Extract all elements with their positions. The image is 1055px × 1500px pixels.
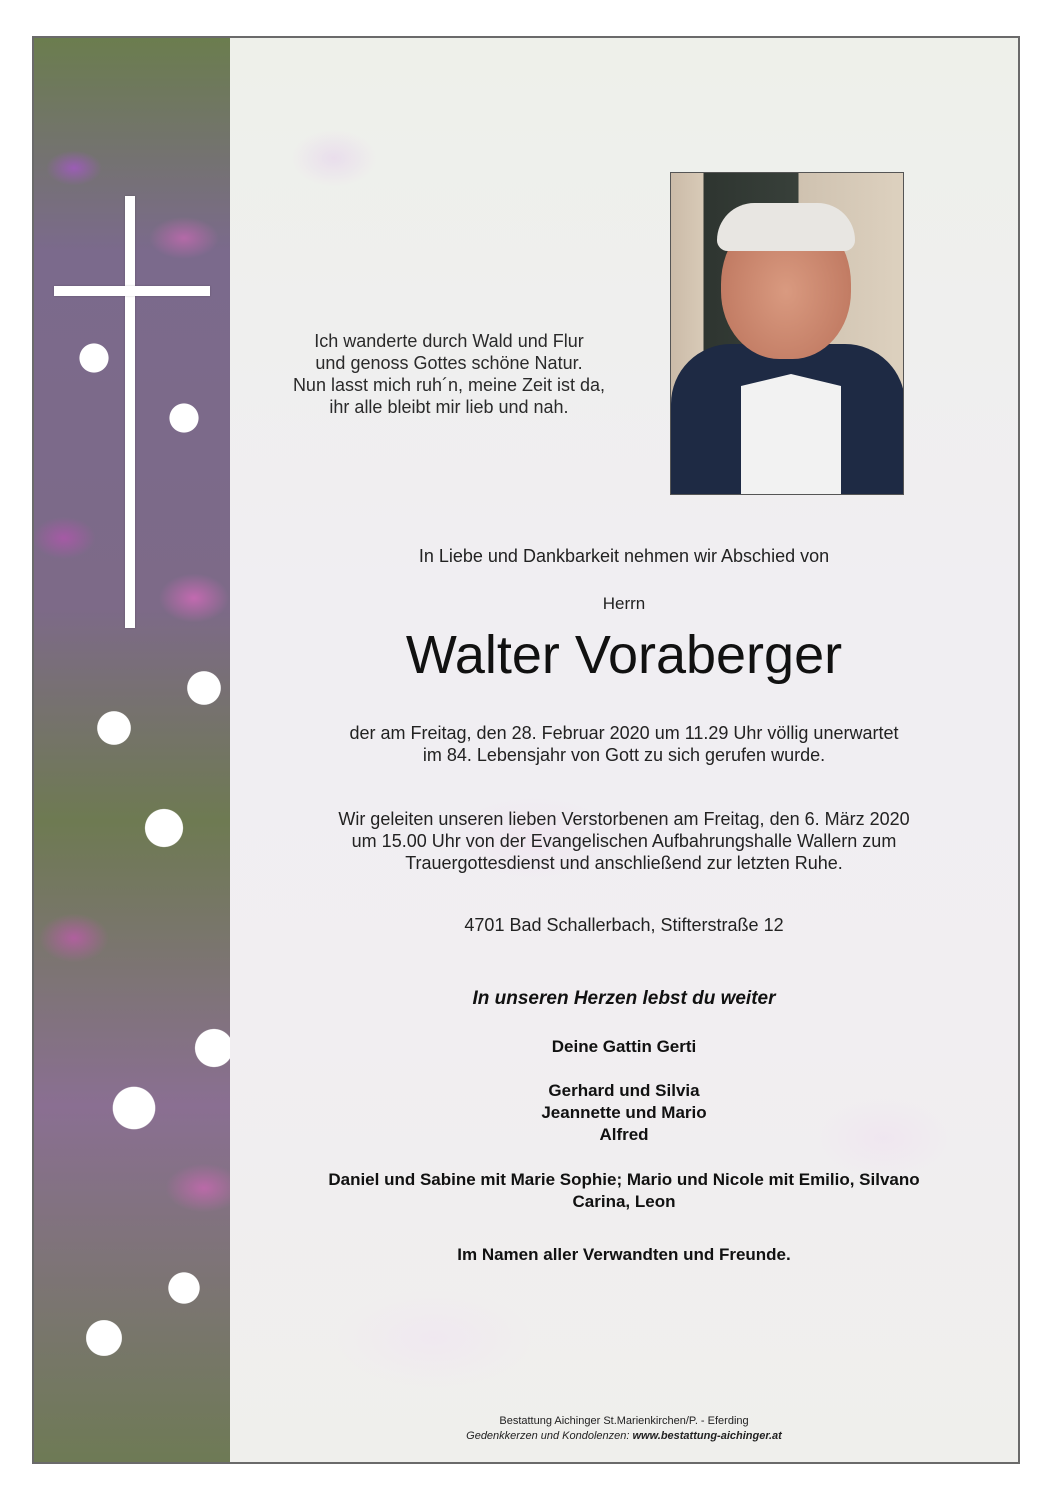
footer-url-link[interactable]: www.bestattung-aichinger.at bbox=[632, 1430, 782, 1442]
mourner-child: Gerhard und Silvia bbox=[548, 1081, 700, 1100]
mourner-grandchildren-line: Daniel und Sabine mit Marie Sophie; Mario und Nicole mit Emilio, Silvano bbox=[328, 1170, 920, 1189]
intro-text: In Liebe und Dankbarkeit nehmen wir Abschied von bbox=[418, 546, 830, 566]
cross-icon-bar bbox=[54, 286, 210, 296]
mourner-child: Jeannette und Mario bbox=[541, 1103, 707, 1122]
verse-line: Ich wanderte durch Wald und Flur bbox=[314, 331, 584, 351]
funeral-notice-line: um 15.00 Uhr von der Evangelischen Aufbahrungshalle Wallern zum bbox=[351, 831, 897, 851]
verse bbox=[264, 330, 634, 418]
funeral-notice-line: Trauergottesdienst und anschließend zur letzten Ruhe. bbox=[405, 853, 843, 873]
footer-condolence-label: Gedenkkerzen und Kondolenzen: bbox=[466, 1430, 630, 1442]
verse-line: ihr alle bleibt mir lieb und nah. bbox=[329, 397, 569, 417]
portrait-hair bbox=[717, 203, 855, 251]
death-notice-line: im 84. Lebensjahr von Gott zu sich gerufen wurde. bbox=[422, 745, 826, 765]
motto: In unseren Herzen lebst du weiter bbox=[472, 988, 776, 1009]
mourner-grandchildren-line: Carina, Leon bbox=[572, 1192, 676, 1211]
funeral-notice bbox=[264, 808, 984, 874]
portrait-shirt bbox=[741, 374, 841, 494]
cross-icon bbox=[125, 196, 135, 628]
footer-condolences bbox=[264, 1430, 984, 1442]
death-notice bbox=[264, 722, 984, 766]
funeral-notice-line: Wir geleiten unseren lieben Verstorbenen am Freitag, den 6. März 2020 bbox=[338, 809, 910, 829]
mourner-child: Alfred bbox=[599, 1125, 649, 1144]
footer-company: Bestattung Aichinger St.Marienkirchen/P. - Eferding bbox=[499, 1415, 749, 1427]
death-notice-line: der am Freitag, den 28. Februar 2020 um 11.29 Uhr völlig unerwartet bbox=[349, 723, 899, 743]
verse-line: und genoss Gottes schöne Natur. bbox=[315, 353, 583, 373]
portrait-photo bbox=[670, 172, 904, 495]
mourner-spouse: Deine Gattin Gerti bbox=[551, 1037, 697, 1056]
obituary-card bbox=[32, 36, 1020, 1464]
mourner-grandchildren bbox=[264, 1169, 984, 1213]
address: 4701 Bad Schallerbach, Stifterstraße 12 bbox=[464, 915, 784, 935]
verse-line: Nun lasst mich ruh´n, meine Zeit ist da, bbox=[292, 375, 606, 395]
flower-strip bbox=[34, 38, 230, 1462]
salutation: Herrn bbox=[602, 594, 646, 613]
deceased-name: Walter Voraberger bbox=[405, 625, 843, 685]
mourner-children bbox=[264, 1080, 984, 1146]
mourner-closing: Im Namen aller Verwandten und Freunde. bbox=[457, 1245, 791, 1264]
